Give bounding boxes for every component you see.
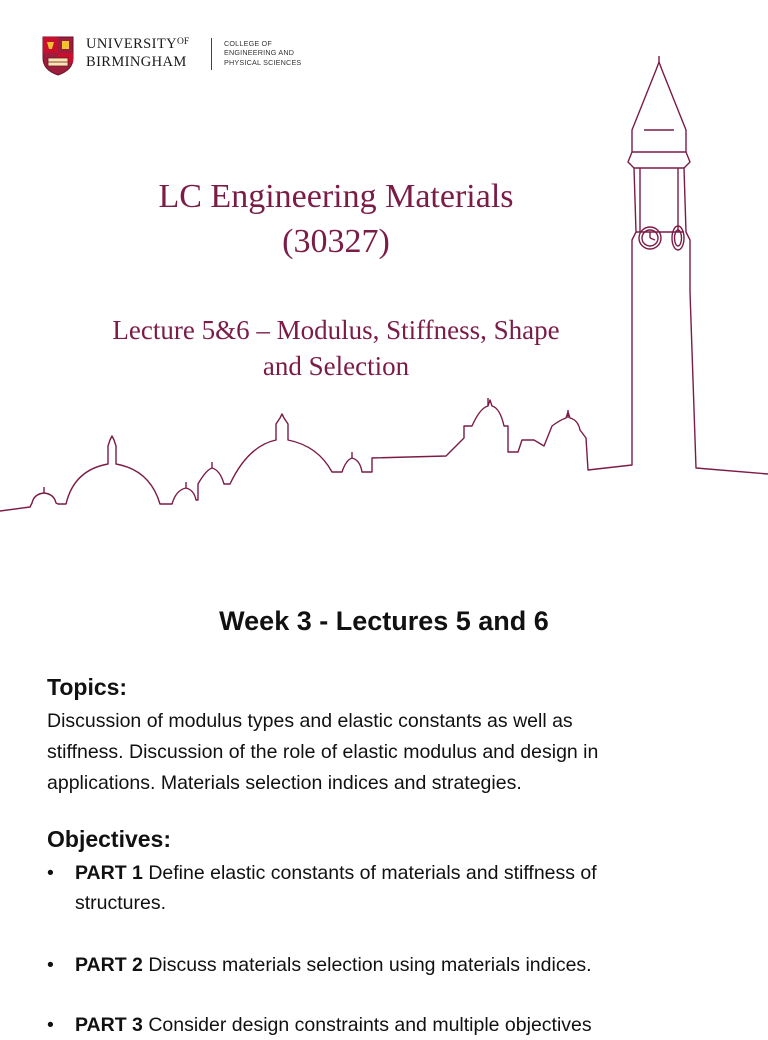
university-crest-icon	[42, 36, 74, 76]
bullet-icon: •	[47, 1014, 54, 1036]
slide-subtitle: Lecture 5&6 – Modulus, Stiffness, Shape and Selection	[112, 315, 560, 381]
bullet-icon: •	[47, 862, 54, 884]
topics-heading: Topics:	[47, 674, 128, 700]
objectives-heading: Objectives:	[47, 826, 171, 852]
logo-divider	[211, 38, 212, 70]
slide-title: LC Engineering Materials (30327)	[158, 178, 514, 260]
university-name-line1: $UNIVERSITY^{OF}$	[86, 36, 190, 52]
week-heading: Week 3 - Lectures 5 and 6	[219, 606, 549, 636]
college-name: COLLEGE OF ENGINEERING AND PHYSICAL SCIENCES	[224, 39, 302, 67]
overview-slide: Week 3 - Lectures 5 and 6 Topics: Discussion of modulus types and elastic constants as well as stiffness. Discussion of the role of elastic modulus and design in applications. Materials selection indices and strategies. Objectives: • PART 1 Define elastic constants of materials and stiffness of structures. • PART 2 Discuss materials selection using materials indices. • PART 3 Consider design constraints and multiple objectives	[0, 540, 768, 1024]
topics-body: Discussion of modulus types and elastic constants as well as stiffness. Discussion of the role of elastic modulus and design in applications. Materials selection indices and strategies.	[47, 710, 599, 794]
bullet-icon: •	[47, 954, 54, 976]
university-name-line2: BIRMINGHAM	[86, 54, 187, 70]
